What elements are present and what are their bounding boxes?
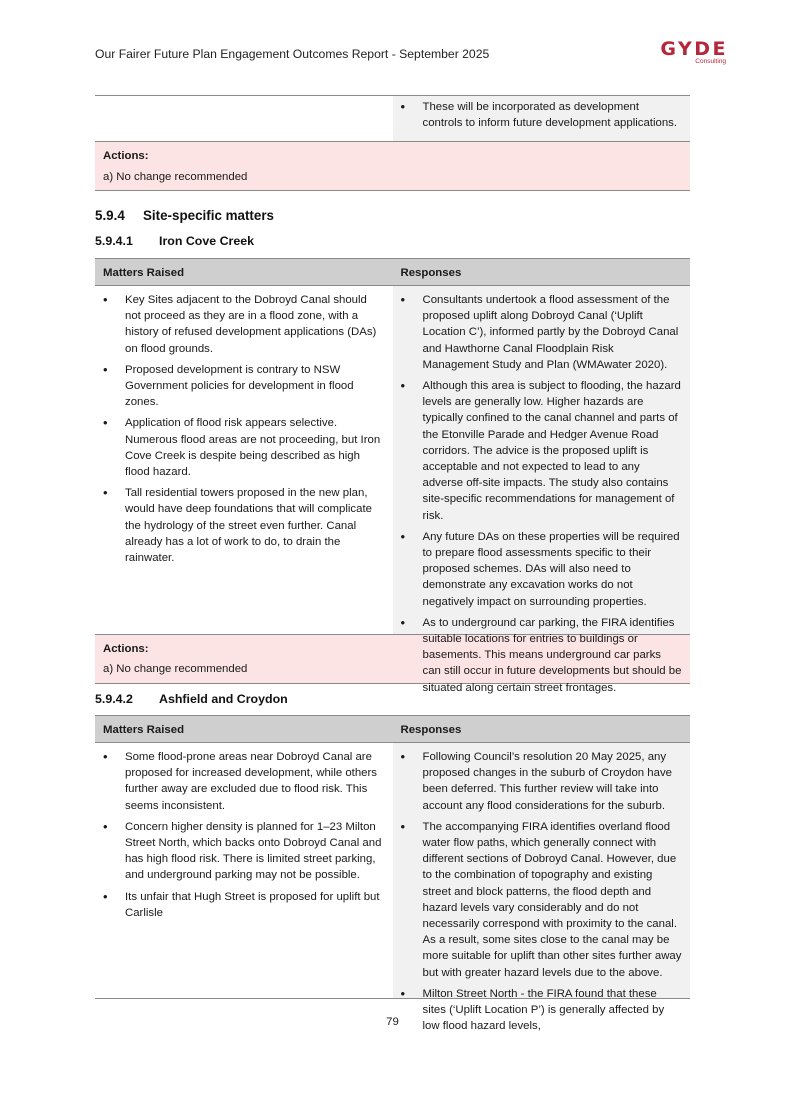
report-title: Our Fairer Future Plan Engagement Outcomes Report - September 2025 xyxy=(95,47,490,61)
section-number: 5.9.4 xyxy=(95,208,125,223)
page-number: 79 xyxy=(386,1016,399,1028)
table-header-row xyxy=(95,258,690,286)
list-item: • Concern higher density is planned for 1–23 Milton Street North, which backs onto Dobroyd Canal and has high flood risk. There is limited street parking, and underground parking may not be possible. xyxy=(95,819,383,884)
list-item: • Tall residential towers proposed in the new plan, would have deep foundations that will complicate the hydrology of the street even further. Canal already has a lot of work to do, to drain the rainwater. xyxy=(95,485,383,566)
responses-list xyxy=(393,749,683,1034)
subsection-title: Ashfield and Croydon xyxy=(159,692,288,706)
subsection-number: 5.9.4.2 xyxy=(95,692,133,706)
subsection-number: 5.9.4.1 xyxy=(95,234,133,248)
list-item: • Although this area is subject to flooding, the hazard levels are generally low. Higher hazards are typically confined to the canal channel and parts of the Etonville Parade and Hedger Avenue Road corridors. The advice is the proposed uplift is acceptable and not expected to lead to any adverse off-site impacts. The study also contains site-specific recommendations for management of risk. xyxy=(393,378,683,524)
list-item: • Following Council’s resolution 20 May 2025, any proposed changes in the suburb of Croydon have been deferred. This further review will take into account any flood considerations for the suburb. xyxy=(393,749,683,814)
list-item: • Its unfair that Hugh Street is proposed for uplift but Carlisle xyxy=(95,889,383,921)
list-item: • Key Sites adjacent to the Dobroyd Canal should not proceed as they are in a flood zone, with a history of refused development applications (DAs) on flood grounds. xyxy=(95,292,383,357)
matters-cell xyxy=(95,286,393,634)
subsection-title: Iron Cove Creek xyxy=(159,234,255,248)
subsection-heading-ashfield xyxy=(95,692,288,706)
list-item: • Milton Street North - the FIRA found that these sites (‘Uplift Location P’) is generally affected by low flood hazard levels, xyxy=(393,986,683,1035)
list-item: • The accompanying FIRA identifies overland flood water flow paths, which generally connect with different sections of Dobroyd Canal. However, due to the combination of topography and existing street and block patterns, the flood depth and hazard levels vary considerably and do not necessarily correspond with proximity to the canal. As a result, some sites close to the canal may be more suitable for uplift than other sites further away but with greater hazard levels due to the above. xyxy=(393,819,683,981)
list-item: • Application of flood risk appears selective. Numerous flood areas are not proceeding, but Iron Cove Creek is despite being described as high flood hazard. xyxy=(95,415,383,480)
actions-text: a) No change recommended xyxy=(103,663,248,676)
responses-list xyxy=(393,292,683,696)
responses-cell xyxy=(393,743,691,1033)
continued-table xyxy=(95,95,690,191)
list-item: • Proposed development is contrary to NSW Government policies for development in flood zones. xyxy=(95,362,383,411)
list-item: • Consultants undertook a flood assessment of the proposed uplift along Dobroyd Canal (‘Uplift Location C’), informed partly by the Dobroyd Canal and Hawthorne Canal Floodplain Risk Management Study and Plan (WMAwater 2020). xyxy=(393,292,683,373)
table-header-row xyxy=(95,715,690,743)
matters-list xyxy=(95,749,383,921)
col-header-matters: Matters Raised xyxy=(95,716,393,742)
list-item: • Some flood-prone areas near Dobroyd Canal are proposed for increased development, while others further away are excluded due to flood risk. This seems inconsistent. xyxy=(95,749,383,814)
responses-list xyxy=(393,99,683,131)
col-header-responses: Responses xyxy=(393,259,691,285)
responses-cell xyxy=(393,96,691,141)
actions-label: Actions: xyxy=(103,150,149,163)
section-heading xyxy=(95,208,274,223)
list-item: • As to underground car parking, the FIRA identifies suitable locations for entries to buildings or basements. This means underground car parks can still occur in future developments but should be situated along certain street frontages. xyxy=(393,615,683,696)
logo-wordmark: GYDE xyxy=(660,38,728,60)
table-row xyxy=(95,95,690,141)
col-header-responses: Responses xyxy=(393,716,691,742)
matters-cell xyxy=(95,96,393,141)
col-header-matters: Matters Raised xyxy=(95,259,393,285)
logo-subtitle: Consulting xyxy=(695,58,726,65)
matters-cell xyxy=(95,743,393,998)
section-title: Site-specific matters xyxy=(143,208,274,223)
iron-cove-table xyxy=(95,258,690,694)
actions-label: Actions: xyxy=(103,643,149,655)
gyde-logo xyxy=(636,38,728,70)
list-item: • These will be incorporated as development controls to inform future development applications. xyxy=(393,99,683,131)
actions-box xyxy=(95,141,690,191)
subsection-heading-iron-cove xyxy=(95,234,254,248)
responses-cell xyxy=(393,286,691,694)
actions-text: a) No change recommended xyxy=(103,170,248,183)
list-item: • Any future DAs on these properties will be required to prepare flood assessments specific to their proposed schemes. DAs will also need to demonstrate any excavation works do not negatively impact on surrounding properties. xyxy=(393,529,683,610)
matters-list xyxy=(95,292,383,566)
